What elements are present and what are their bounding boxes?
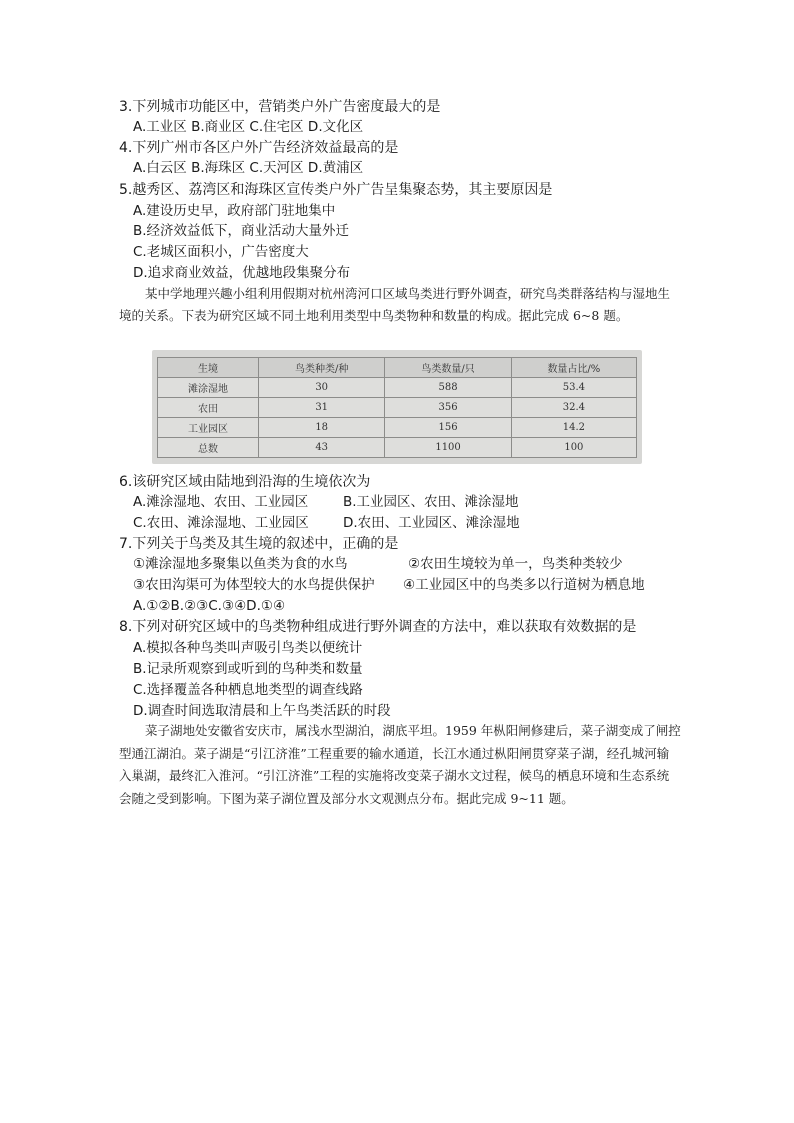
question-8-option-c: C.选择覆盖各种栖息地类型的调查线路 <box>133 682 363 698</box>
table-cell: 588 <box>385 378 511 398</box>
table-cell: 32.4 <box>511 398 636 418</box>
passage-9-11 <box>119 720 681 810</box>
question-7-statement-3: ③农田沟渠可为体型较大的水鸟提供保护 <box>133 577 375 593</box>
question-7-options: A.①②B.②③C.③④D.①④ <box>133 598 286 614</box>
question-8-stem: 8.下列对研究区域中的鸟类物种组成进行野外调查的方法中，难以获取有效数据的是 <box>119 619 637 635</box>
table-header-cell: 鸟类种类/种 <box>259 358 385 378</box>
question-5-stem: 5.越秀区、荔湾区和海珠区宣传类户外广告呈集聚态势，其主要原因是 <box>119 182 553 198</box>
table-cell: 30 <box>259 378 385 398</box>
question-6-row-2 <box>133 513 520 533</box>
passage-6-8 <box>119 283 681 327</box>
table-row <box>158 378 637 398</box>
question-8-option-a: A.模拟各种鸟类叫声吸引鸟类以便统计 <box>133 640 363 656</box>
question-7-statement-2: ②农田生境较为单一，鸟类种类较少 <box>408 556 623 572</box>
question-5-option-a: A.建设历史早，政府部门驻地集中 <box>133 203 336 219</box>
table-cell: 总数 <box>158 438 259 458</box>
question-6-option-a: A.滩涂湿地、农田、工业园区 <box>133 494 309 510</box>
table-header-cell: 鸟类数量/只 <box>385 358 511 378</box>
question-5-option-d: D.追求商业效益，优越地段集聚分布 <box>133 265 351 281</box>
question-3-options: A.工业区 B.商业区 C.住宅区 D.文化区 <box>133 119 364 135</box>
table-cell: 53.4 <box>511 378 636 398</box>
table-cell: 43 <box>259 438 385 458</box>
passage-9-11-text: 菜子湖地处安徽省安庆市，属浅水型湖泊，湖底平坦。1959 年枞阳闸修建后，菜子湖变成了闸控型通江湖泊。菜子湖是“引江济淮”工程重要的输水通道，长江水通过枞阳闸贯穿菜子湖，经孔城河输入巢湖，最终汇入淮河。“引江济淮”工程的实施将改变菜子湖水文过程，候鸟的栖息环境和生态系统会随之受到影响。下图为菜子湖位置及部分水文观测点分布。据此完成 9~11 题。 <box>119 723 681 806</box>
table-cell: 14.2 <box>511 418 636 438</box>
question-7-statement-1: ①滩涂湿地多聚集以鱼类为食的水鸟 <box>133 556 348 572</box>
table-header-cell: 生境 <box>158 358 259 378</box>
question-7-stem: 7.下列关于鸟类及其生境的叙述中，正确的是 <box>119 536 399 552</box>
question-7-row-1 <box>133 554 623 574</box>
table-cell: 滩涂湿地 <box>158 378 259 398</box>
table-row <box>158 418 637 438</box>
bird-habitat-table-photo <box>152 350 642 464</box>
table-cell: 356 <box>385 398 511 418</box>
table-cell: 工业园区 <box>158 418 259 438</box>
table-header-row <box>158 358 637 378</box>
question-7-statement-4: ④工业园区中的鸟类多以行道树为栖息地 <box>403 577 645 593</box>
table-cell: 100 <box>511 438 636 458</box>
table-cell: 18 <box>259 418 385 438</box>
question-7-row-2 <box>133 575 645 595</box>
table-row <box>158 438 637 458</box>
question-8-option-b: B.记录所观察到或听到的鸟种类和数量 <box>133 661 363 677</box>
question-4-stem: 4.下列广州市各区户外广告经济效益最高的是 <box>119 140 399 156</box>
table-header-cell: 数量占比/% <box>511 358 636 378</box>
question-3-stem: 3.下列城市功能区中，营销类户外广告密度最大的是 <box>119 99 441 115</box>
question-5-option-c: C.老城区面积小，广告密度大 <box>133 244 309 260</box>
question-6-option-b: B.工业园区、农田、滩涂湿地 <box>343 494 519 510</box>
question-6-option-c: C.农田、滩涂湿地、工业园区 <box>133 515 309 531</box>
bird-habitat-table <box>157 357 637 458</box>
question-4-options: A.白云区 B.海珠区 C.天河区 D.黄浦区 <box>133 160 364 176</box>
table-cell: 31 <box>259 398 385 418</box>
table-cell: 农田 <box>158 398 259 418</box>
question-5-option-b: B.经济效益低下，商业活动大量外迁 <box>133 223 350 239</box>
question-6-stem: 6.该研究区域由陆地到沿海的生境依次为 <box>119 474 371 490</box>
table-cell: 156 <box>385 418 511 438</box>
passage-6-8-text: 某中学地理兴趣小组利用假期对杭州湾河口区域鸟类进行野外调查，研究鸟类群落结构与湿地生境的关系。下表为研究区域不同土地利用类型中鸟类物种和数量的构成。据此完成 6~8 题。 <box>119 286 671 323</box>
table-row <box>158 398 637 418</box>
question-8-option-d: D.调查时间选取清晨和上午鸟类活跃的时段 <box>133 703 391 719</box>
table-cell: 1100 <box>385 438 511 458</box>
question-6-option-d: D.农田、工业园区、滩涂湿地 <box>343 515 520 531</box>
question-6-row-1 <box>133 492 519 512</box>
